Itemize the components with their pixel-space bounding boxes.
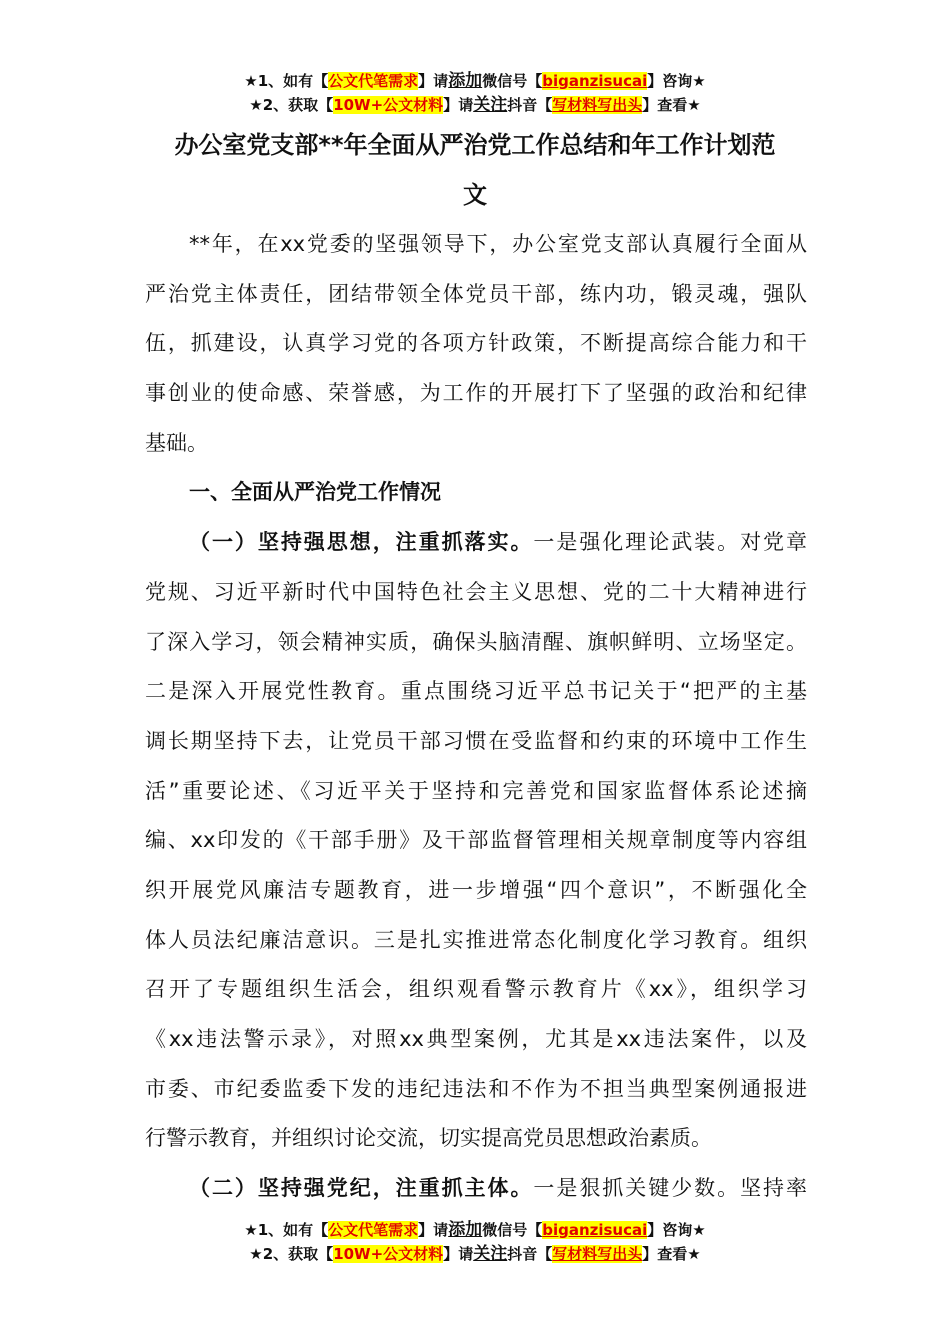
highlight-text: 公文代笔需求: [328, 1221, 419, 1239]
body-line: [145, 618, 807, 668]
body-line: [145, 319, 807, 369]
subsection-heading: （一）坚持强思想，注重抓落实。: [189, 530, 534, 555]
promo-banner-bottom: [0, 1218, 950, 1266]
text: 微信号【: [482, 1221, 543, 1239]
body-line: [145, 568, 807, 618]
subsection-heading: （二）坚持强党纪，注重抓主体。: [189, 1176, 534, 1201]
text: ★1、如有【: [244, 1221, 329, 1239]
line-text: 市委、市纪委监委下发的违纪违法和不作为不担当典型案例通报进: [145, 1076, 807, 1101]
line-text: 一、全面从严治党工作情况: [189, 480, 441, 505]
line-text: 调长期坚持下去，让党员干部习惯在受监督和约束的环境中工作生: [145, 728, 807, 753]
body-line: [145, 270, 807, 320]
text: 抖音【: [507, 96, 553, 114]
text: ★2、获取【: [249, 96, 334, 114]
text: 微信号【: [482, 72, 543, 90]
body-line: [145, 717, 807, 767]
document-title: [140, 120, 810, 220]
text: 】请: [418, 72, 449, 90]
line-text: 体人员法纪廉洁意识。三是扎实推进常态化制度化学习教育。组织: [145, 927, 807, 952]
line-text: 行警示教育，并组织讨论交流，切实提高党员思想政治素质。: [145, 1126, 712, 1151]
underlined-text: 关注: [473, 95, 508, 115]
text: 】咨询★: [647, 1221, 706, 1239]
body-line: [145, 220, 807, 270]
line-text: 二是深入开展党性教育。重点围绕习近平总书记关于“把严的主基: [145, 679, 807, 704]
promo-line-2: [0, 93, 950, 117]
promo-banner-top: [0, 69, 950, 117]
line-text: **年，在xx党委的坚强领导下，办公室党支部认真履行全面从: [189, 232, 807, 256]
line-text: 一是强化理论武装。对党章: [533, 530, 807, 555]
line-text: 基础。: [145, 430, 208, 455]
promo-line-1: [0, 69, 950, 93]
body-line: [145, 1065, 807, 1115]
text: 】请: [418, 1221, 449, 1239]
title-line: 文: [463, 181, 487, 209]
body-line: [145, 965, 807, 1015]
text: 】查看★: [642, 96, 701, 114]
line-text: 了深入学习，领会精神实质，确保头脑清醒、旗帜鲜明、立场坚定。: [145, 629, 807, 654]
section-heading: [145, 468, 807, 518]
body-line: [145, 916, 807, 966]
promo-line-2: [0, 1242, 950, 1266]
line-text: 《xx违法警示录》，对照xx典型案例，尤其是xx违法案件，以及: [145, 1027, 807, 1051]
body-line: [145, 369, 807, 419]
body-line: [145, 866, 807, 916]
line-text: 事创业的使命感、荣誉感，为工作的开展打下了坚强的政治和纪律: [145, 381, 807, 406]
text: 】请: [443, 1245, 474, 1263]
body-line: [145, 419, 807, 469]
body-line: [145, 667, 807, 717]
line-text: 党规、习近平新时代中国特色社会主义思想、党的二十大精神进行: [145, 579, 807, 604]
douyin-id: 写材料写出头: [552, 96, 643, 114]
text: ★1、如有【: [244, 72, 329, 90]
line-text: 一是狠抓关键少数。坚持率: [533, 1176, 807, 1201]
text: 抖音【: [507, 1245, 553, 1263]
promo-line-1: [0, 1218, 950, 1242]
body-line: [145, 1114, 807, 1164]
underlined-text: 关注: [473, 1244, 508, 1264]
text: 】请: [443, 96, 474, 114]
highlight-text: 公文代笔需求: [328, 72, 419, 90]
wechat-id: biganzisucai: [542, 1221, 648, 1239]
underlined-text: 添加: [448, 71, 483, 91]
body-line: [145, 518, 807, 568]
body-line: [145, 1164, 807, 1214]
body-line: [145, 767, 807, 817]
text: 】查看★: [642, 1245, 701, 1263]
body-line: [145, 1015, 807, 1065]
line-text: 活”重要论述、《习近平关于坚持和完善党和国家监督体系论述摘: [145, 778, 807, 803]
text: 】咨询★: [647, 72, 706, 90]
line-text: 严治党主体责任，团结带领全体党员干部，练内功，锻灵魂，强队: [145, 281, 807, 306]
line-text: 召开了专题组织生活会，组织观看警示教育片《xx》，组织学习: [145, 977, 807, 1002]
document-body: [145, 220, 807, 1214]
body-line: [145, 816, 807, 866]
line-text: 伍，抓建设，认真学习党的各项方针政策，不断提高综合能力和干: [145, 331, 807, 356]
highlight-text: 10W+公文材料: [333, 96, 444, 114]
line-text: 织开展党风廉洁专题教育，进一步增强“四个意识”，不断强化全: [145, 877, 807, 902]
title-line: 办公室党支部**年全面从严治党工作总结和年工作计划范: [174, 131, 776, 159]
douyin-id: 写材料写出头: [552, 1245, 643, 1263]
wechat-id: biganzisucai: [542, 72, 648, 90]
highlight-text: 10W+公文材料: [333, 1245, 444, 1263]
text: ★2、获取【: [249, 1245, 334, 1263]
line-text: 编、xx印发的《干部手册》及干部监督管理相关规章制度等内容组: [145, 828, 807, 853]
underlined-text: 添加: [448, 1220, 483, 1240]
